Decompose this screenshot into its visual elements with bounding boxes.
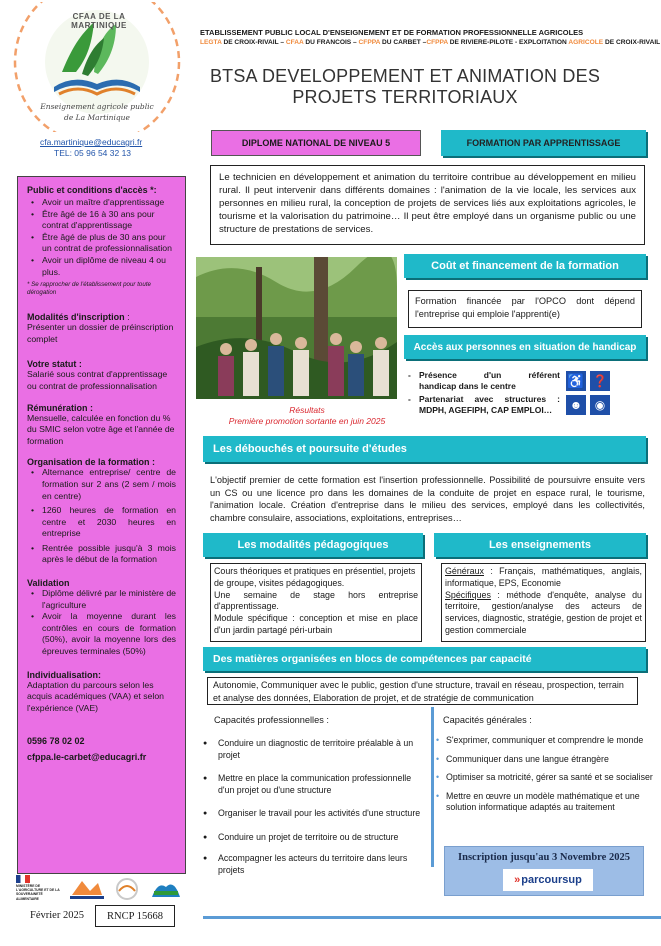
list-item: • Rentrée possible jusqu'à 3 mois après le début de la formation <box>27 543 176 566</box>
rncp-badge: RNCP 15668 <box>95 905 175 927</box>
site-prefix: CFPPA <box>426 39 448 46</box>
list-item: • Optimiser sa motricité, gérer sa santé et se socialiser <box>436 772 654 784</box>
partner-logo-1 <box>68 877 106 901</box>
site-text: DU FRANCOIS – <box>303 39 359 46</box>
formation-badge: FORMATION PAR APPRENTISSAGE <box>441 130 646 156</box>
marianne-icon <box>16 875 30 883</box>
modalites-inscription-title-text: Modalités d'inscription <box>27 312 125 323</box>
document-date: Février 2025 <box>30 910 84 921</box>
enseignements-generaux <box>445 566 642 590</box>
modalites-inscription-title <box>27 312 176 322</box>
logo-subtitle-1: Enseignement agricole public <box>40 102 154 111</box>
handicap-item-1-rest: handicap dans le centre <box>419 380 516 391</box>
list-item: • Être âgé de plus de 30 ans pour un contrat de professionnalisation <box>27 232 176 255</box>
intro-text: Le technicien en développement et animation du territoire contribue au développement en milieu rural. Il peut intervenir dans différents domaines : l'animation de la vie locale, les services aux personnes en milieu rural, la conception de projets de services liés aux exploitations agricoles, le tourisme et la valorisation du patrimoine… Il peut être employé dans un organisme public ou une structure de prestations de services. <box>210 165 645 245</box>
capacites-frame-bottom <box>203 916 661 919</box>
site-text: DE RIVIERE-PILOTE - EXPLOITATION <box>447 39 569 46</box>
modalites-pedagogiques-line-3: Module spécifique : conception et mise en place d'un jardin partagé péri-urbain <box>214 613 418 635</box>
organisation-title: Organisation de la formation : <box>27 457 156 468</box>
wheelchair-icon: ♿ <box>567 373 585 389</box>
list-item: • Communiquer dans une langue étrangère <box>436 754 654 766</box>
handicap-list <box>404 370 560 415</box>
list-item: ● Conduire un projet de territoire ou de structure <box>203 832 425 844</box>
partner-logo-2 <box>110 877 144 901</box>
list-item: • 1260 heures de formation en centre et 2030 heures en entreprise <box>27 505 176 540</box>
generaux-text: : Français, mathématiques, anglais, informatique, EPS, Economie <box>445 566 642 588</box>
contact-email[interactable]: cfppa.le-carbet@educagri.fr <box>27 752 147 763</box>
logo-subtitle-2: de La Martinique <box>64 113 130 122</box>
organisation-list <box>27 467 176 566</box>
parcoursup-icon: » <box>514 874 521 886</box>
parcoursup-label: parcoursup <box>521 874 582 886</box>
sidebar <box>17 176 186 874</box>
contact-phone: 0596 78 02 02 <box>27 736 85 747</box>
inscription-box <box>444 846 644 896</box>
cout-title: Coût et financement de la formation <box>404 254 646 278</box>
statut-text: Salarié sous contrat d'apprentissage ou contrat de professionnalisation <box>27 369 168 391</box>
contact-email-top[interactable]: cfa.martinique@educagri.fr <box>40 137 143 147</box>
specifiques-label: Spécifiques <box>445 589 491 600</box>
dash-icon: - <box>408 370 411 380</box>
handicap-item-1-label: Présence d'un référent <box>419 370 560 380</box>
validation-list <box>27 588 176 658</box>
handicap-item-2-label: Partenariat avec structures : <box>419 394 560 404</box>
remuneration-title: Rémunération : <box>27 402 94 413</box>
individualisation-text: Adaptation du parcours selon les acquis académiques (VAA) et selon l'expérience (VAE) <box>27 679 164 713</box>
ministere-text: MINISTÈRE DE L'AGRICULTURE ET DE LA SOUVERAINETÉ ALIMENTAIRE <box>16 884 60 901</box>
cap-gen-title: Capacités générales : <box>443 715 532 725</box>
individualisation-title: Individualisation: <box>27 669 102 680</box>
institution-name: ETABLISSEMENT PUBLIC LOCAL D'ENSEIGNEMENT ET DE FORMATION PROFESSIONNELLE AGRICOLES <box>200 28 584 37</box>
list-item: • S'exprimer, communiquer et comprendre le monde <box>436 735 654 747</box>
handicap-item-2-rest: MDPH, AGEFIPH, CAP EMPLOI… <box>419 404 553 415</box>
modalites-pedagogiques-text <box>210 563 422 642</box>
mental-disability-icon: ☻ <box>566 395 586 415</box>
accessibility-icons <box>566 371 610 417</box>
diploma-badge: DIPLOME NATIONAL DE NIVEAU 5 <box>211 130 421 156</box>
generaux-label: Généraux <box>445 566 484 576</box>
cap-pro-title: Capacités professionnelles : <box>214 715 329 725</box>
site-text: DE CROIX-RIVAIL <box>603 39 661 46</box>
site-prefix: CFPPA <box>358 39 381 46</box>
list-item: • Avoir un maître d'apprentissage <box>27 197 176 209</box>
modalites-pedagogiques-line-1: Cours théoriques et pratiques en présentiel, projets de groupe, visites pédagogiques. <box>214 566 416 588</box>
list-item: ● Mettre en place la communication professionnelle d'un projet ou d'une structure <box>203 773 425 796</box>
list-item: ● Accompagner les acteurs du territoire dans leurs projets <box>203 853 425 876</box>
visual-icon: ◉ <box>590 395 610 415</box>
ministere-logo <box>16 875 64 903</box>
cap-gen-list <box>436 735 654 819</box>
dash-icon: - <box>408 394 411 404</box>
site-text: DU CARBET – <box>380 39 427 46</box>
site-prefix: LEGTA <box>200 39 222 46</box>
institution-sites <box>200 39 660 46</box>
partner-logo-3 <box>148 877 184 901</box>
handicap-title: Accès aux personnes en situation de handicap <box>404 335 646 359</box>
page-title-line-1: BTSA DEVELOPPEMENT ET ANIMATION DES <box>209 66 601 86</box>
logo-title: CFAA DE LA MARTINIQUE <box>71 12 127 30</box>
enseignements-specifiques <box>445 590 642 637</box>
list-item <box>404 370 560 391</box>
photo-caption-1: Résultats <box>289 405 325 415</box>
blocs-title: Des matières organisées en blocs de compétences par capacité <box>203 647 646 671</box>
cout-text: Formation financée par l'OPCO dont dépend l'entreprise qui emploie l'apprenti(e) <box>408 290 642 328</box>
logo <box>4 2 184 132</box>
list-item: • Diplôme délivré par le ministère de l'agriculture <box>27 588 176 611</box>
blocs-text: Autonomie, Communiquer avec le public, gestion d'une structure, travail en réseau, prospection, terrain et analyse des données, Elaboration de projet, et de stratégie de communication <box>207 677 638 705</box>
list-item: • Être âgé de 16 à 30 ans pour contrat d'apprentissage <box>27 209 176 232</box>
list-item: ● Organiser le travail pour les activités d'une structure <box>203 808 425 820</box>
page-title-line-2: PROJETS TERRITORIAUX <box>292 87 518 107</box>
inscription-text: Inscription jusqu'au 3 Novembre 2025 <box>458 852 630 863</box>
group-photo <box>196 257 397 399</box>
specifiques-text: : méthode d'enquête, analyse du territoire, gestion/analyse des acteurs de services, diagnostic, stratégie, gestion de projet et gestion commerciale <box>445 589 642 635</box>
modalites-inscription-text: Présenter un dossier de préinscription complet <box>27 322 174 344</box>
enseignements-text <box>441 563 646 642</box>
parcoursup-logo[interactable] <box>503 869 593 891</box>
statut-title: Votre statut : <box>27 359 82 370</box>
hearing-icon: ❓ <box>590 371 610 391</box>
list-item <box>404 394 560 415</box>
list-item: • Avoir la moyenne durant les contrôles en cours de formation (50%), avoir la moyenne lors des épreuves terminales (50%) <box>27 611 176 657</box>
cap-pro-list <box>203 738 425 882</box>
public-title: Public et conditions d'accès *: <box>27 185 157 195</box>
validation-title: Validation <box>27 578 70 589</box>
site-prefix: CFAA <box>285 39 304 46</box>
list-item: • Avoir un diplôme de niveau 4 ou plus. <box>27 255 176 278</box>
public-list <box>27 197 176 278</box>
photo-caption-2: Première promotion sortante en juin 2025 <box>228 416 386 426</box>
debouches-text: L'objectif premier de cette formation est l'insertion professionnelle. Possibilité de poursuivre ensuite vers un CS ou une licence pro dans les domaines de la conduite de projet en espace rural, le tourisme, l'animation locale. Création d'entreprise dans le milieu des services, employé dans les collectivités, chambre consulaire, associations, exploitations, entreprises… <box>210 475 645 523</box>
site-prefix: AGRICOLE <box>568 39 604 46</box>
remuneration-text: Mensuelle, calculée en fonction du % du SMIC selon votre âge et l'année de formation <box>27 412 175 446</box>
list-item: ● Conduire un diagnostic de territoire préalable à un projet <box>203 738 425 761</box>
public-note: * Se rapprocher de l'établissement pour toute dérogation <box>27 281 151 297</box>
modalites-pedagogiques-title: Les modalités pédagogiques <box>203 533 423 557</box>
contact-phone-top: TEL: 05 96 54 32 13 <box>54 148 132 158</box>
page-title <box>190 66 620 108</box>
capacites-frame <box>431 707 434 867</box>
site-text: DE CROIX-RIVAIL – <box>221 39 286 46</box>
list-item: • Mettre en œuvre un modèle mathématique et une solution informatique adaptés au traitement <box>436 791 654 814</box>
debouches-title: Les débouchés et poursuite d'études <box>203 436 646 462</box>
list-item: • Alternance entreprise/ centre de formation sur 2 ans (2 sem / mois en centre) <box>27 467 176 502</box>
modalites-pedagogiques-line-2: Une semaine de stage hors entreprise d'apprentissage. <box>214 589 418 612</box>
modalites-inscription-title-sep: : <box>124 312 130 323</box>
enseignements-title: Les enseignements <box>434 533 646 557</box>
